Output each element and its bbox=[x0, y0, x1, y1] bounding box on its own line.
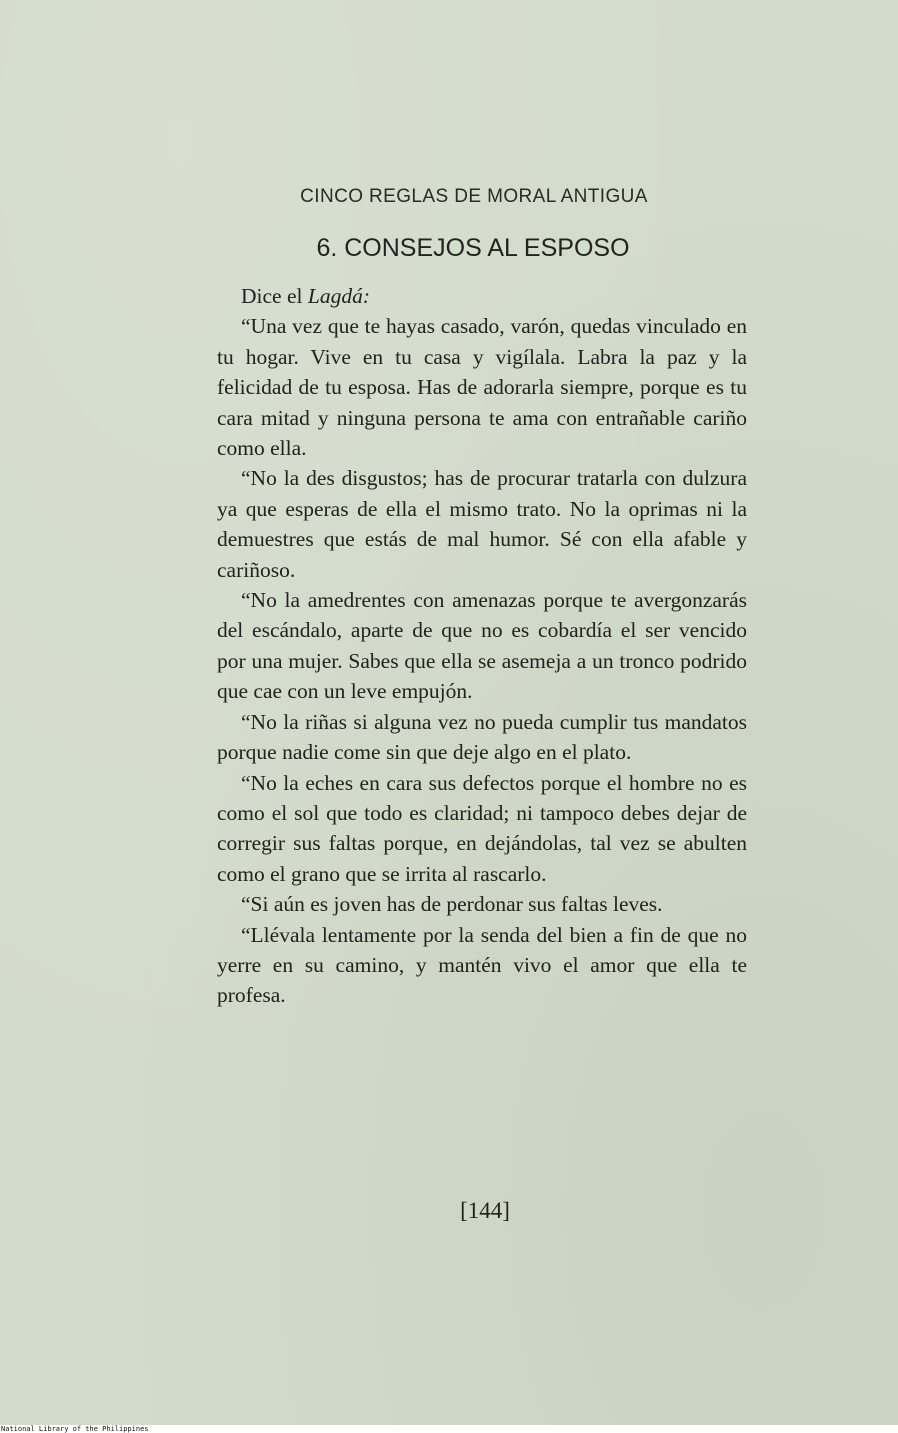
page-number: [144] bbox=[460, 1198, 510, 1223]
intro-lead: Dice el bbox=[241, 284, 303, 308]
chapter-title: 6. CONSEJOS AL ESPOSO bbox=[316, 234, 630, 262]
footer-credit: National Library of the Philippines bbox=[1, 1425, 149, 1433]
paragraph-5: “No la eches en cara sus defectos porque el hombre no es como el sol que todo es claridad; ni tampoco debes dejar de corregir sus faltas porque, en dejándolas, tal vez se abulten como el grano que se irrita al rascarlo. bbox=[217, 770, 747, 886]
intro-paragraph bbox=[217, 281, 747, 311]
paragraph-2: “No la des disgustos; has de procurar tratarla con dulzura ya que esperas de ella el mismo trato. No la oprimas ni la demuestres que estás de mal humor. Sé con ella afable y cariñoso. bbox=[217, 466, 747, 582]
running-head: CINCO REGLAS DE MORAL ANTIGUA bbox=[300, 186, 648, 207]
paragraph-3: “No la amedrentes con amenazas porque te avergonzarás del escándalo, aparte de que no es cobardía el ser vencido por una mujer. Sabes que ella se asemeja a un tronco podrido que cae con un leve empujón. bbox=[217, 588, 747, 704]
paragraph-4: “No la riñas si alguna vez no pueda cumplir tus mandatos porque nadie come sin que deje algo en el plato. bbox=[217, 709, 747, 765]
paragraph-1: “Una vez que te hayas casado, varón, quedas vinculado en tu hogar. Vive en tu casa y vigílala. Labra la paz y la felicidad de tu esposa. Has de adorarla siempre, porque es tu cara mitad y ninguna persona te ama con entrañable cariño como ella. bbox=[217, 314, 747, 461]
intro-source: Lagdá: bbox=[307, 284, 370, 308]
body-text bbox=[217, 281, 747, 1011]
paragraph-7: “Llévala lentamente por la senda del bien a fin de que no yerre en su camino, y mantén vivo el amor que ella te profesa. bbox=[217, 922, 747, 1008]
paragraph-6: “Si aún es joven has de perdonar sus faltas leves. bbox=[241, 892, 663, 917]
